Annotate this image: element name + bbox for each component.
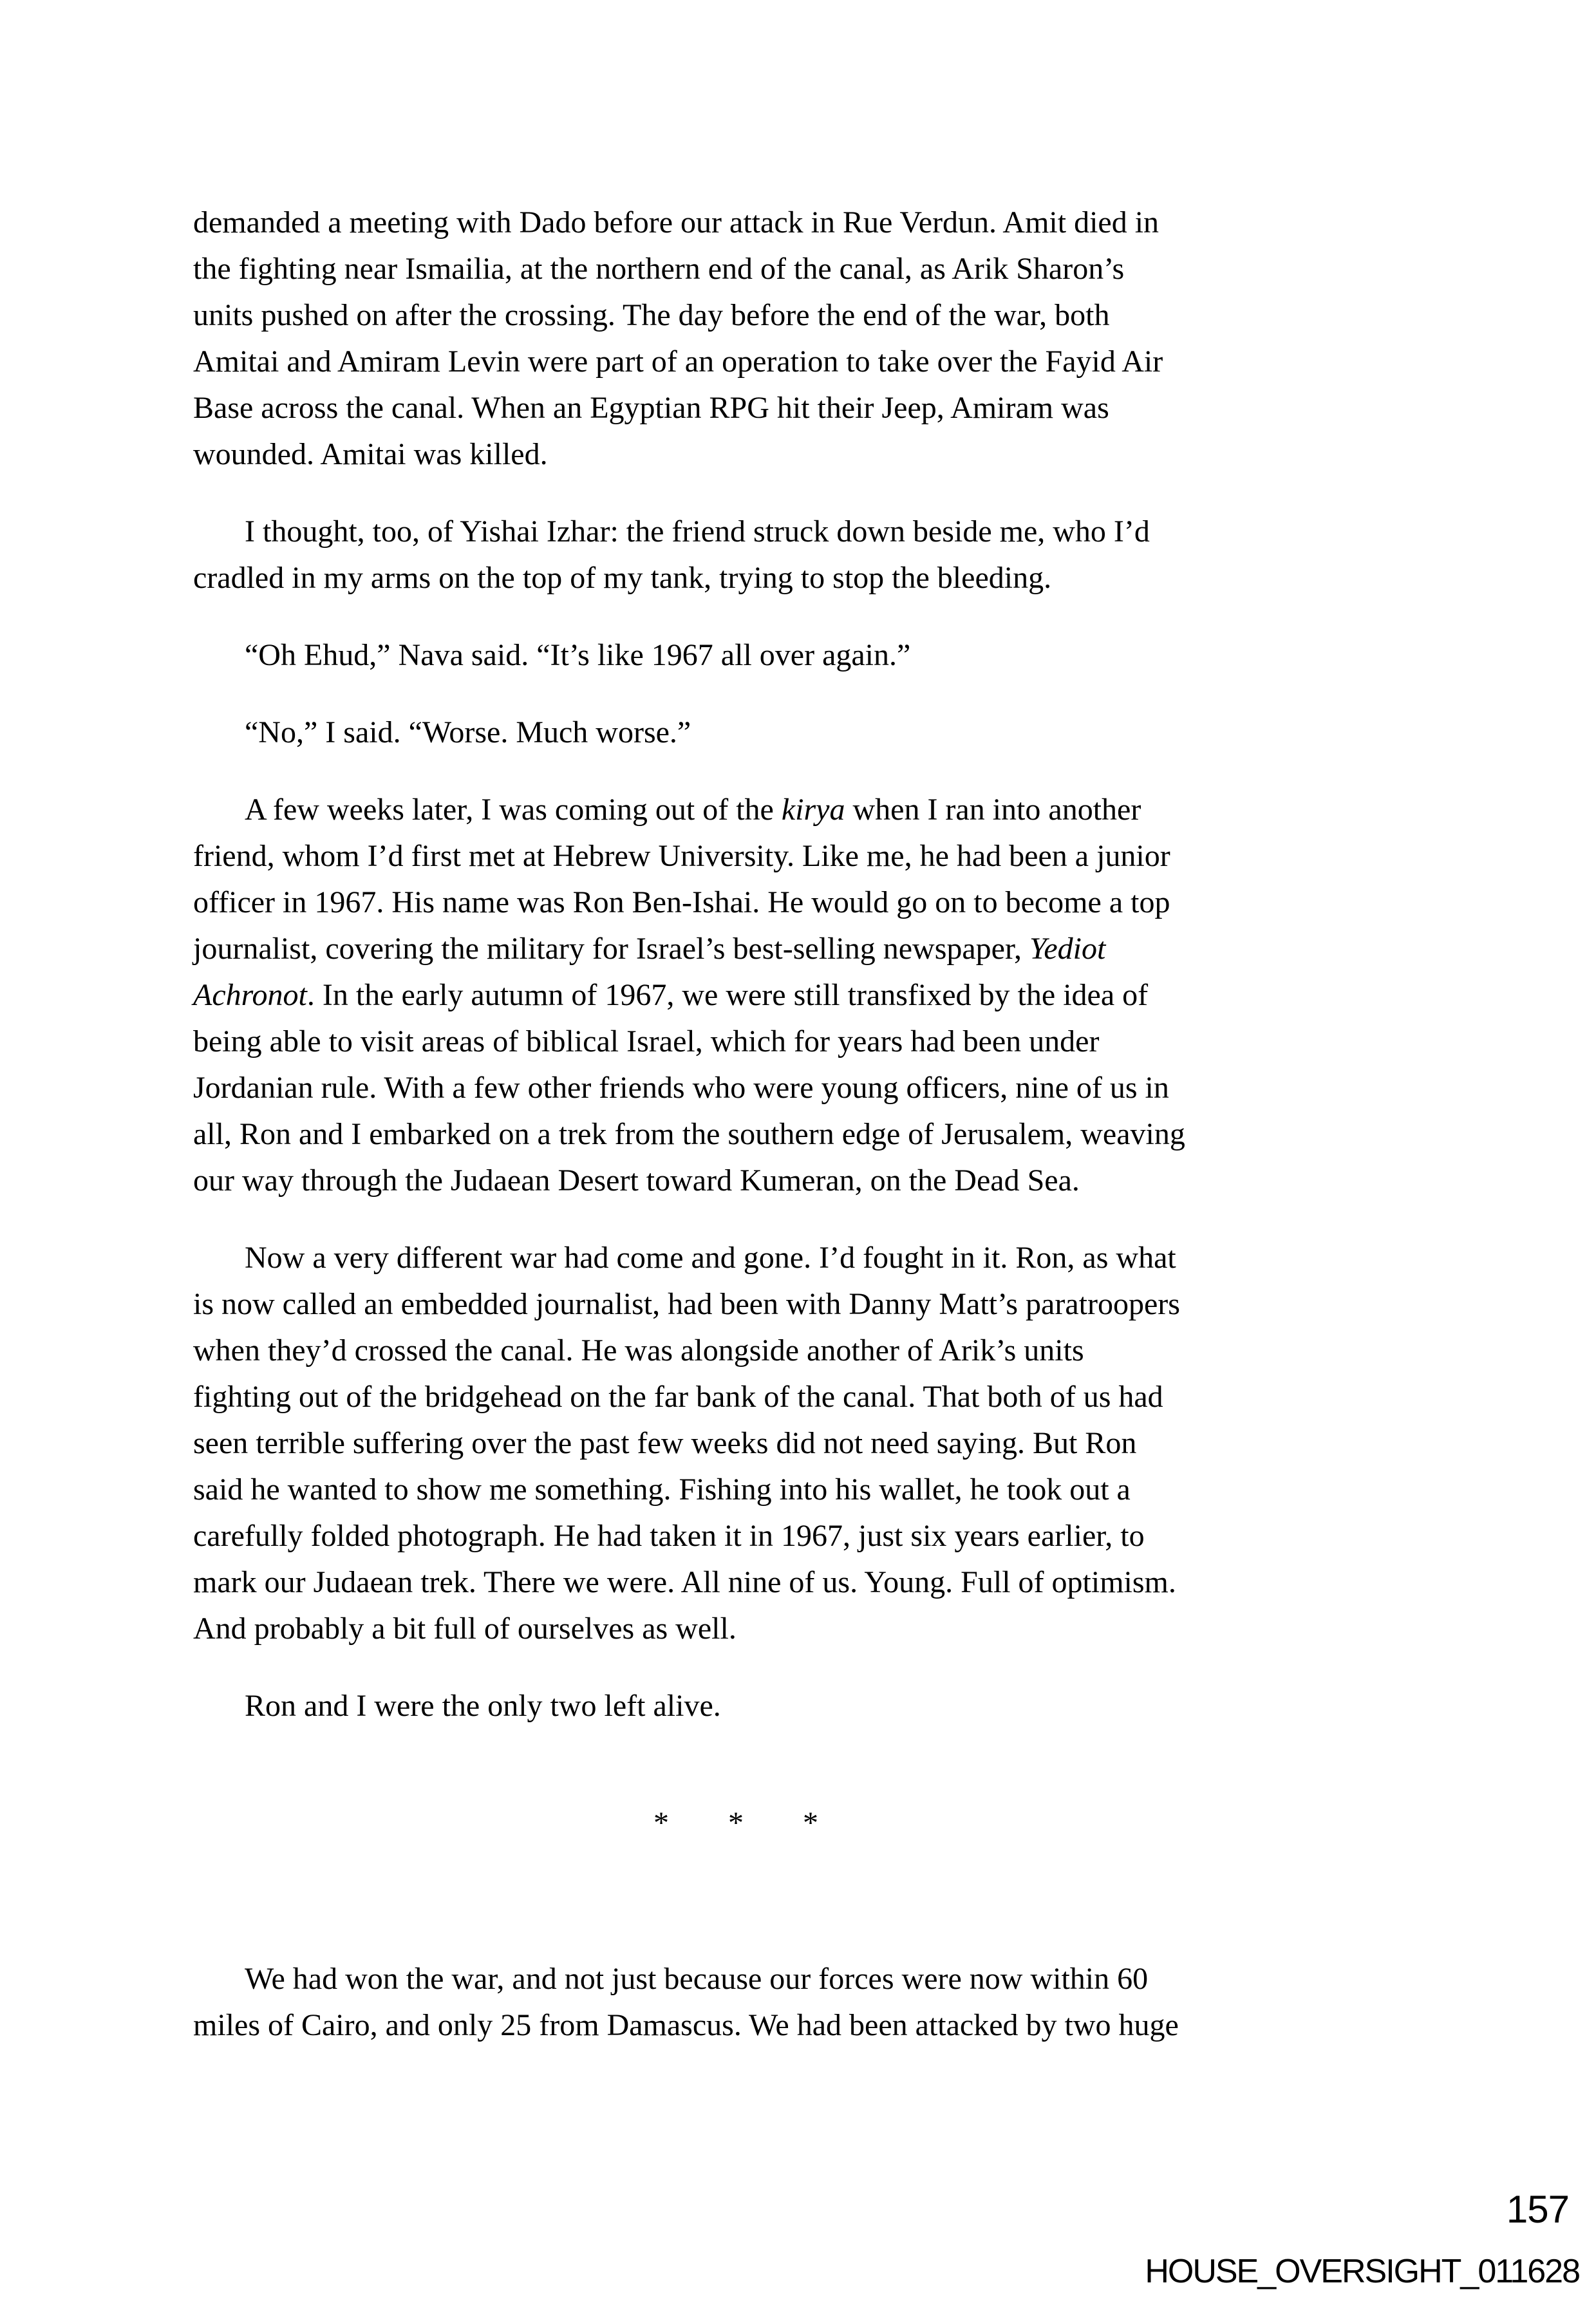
page-body — [193, 200, 1381, 2080]
text-line: seen terrible suffering over the past few weeks did not need saying. But Ron — [193, 1426, 1137, 1460]
section-separator — [193, 1800, 1381, 1847]
text-line: I thought, too, of Yishai Izhar: the friend struck down beside me, who I’d — [245, 514, 1150, 549]
text-line: fighting out of the bridgehead on the far bank of the canal. That both of us had — [193, 1380, 1163, 1414]
paragraph — [193, 1956, 1381, 2049]
text-line: when they’d crossed the canal. He was alongside another of Arik’s units — [193, 1333, 1084, 1368]
text-line: being able to visit areas of biblical Israel, which for years had been under — [193, 1024, 1100, 1058]
text-line: Ron and I were the only two left alive. — [245, 1689, 721, 1723]
page-number: 157 — [1506, 2188, 1569, 2231]
text-line: our way through the Judaean Desert toward Kumeran, on the Dead Sea. — [193, 1163, 1080, 1198]
paragraph — [193, 787, 1381, 1204]
text-line: And probably a bit full of ourselves as well. — [193, 1612, 737, 1646]
text-line: demanded a meeting with Dado before our attack in Rue Verdun. Amit died in — [193, 205, 1159, 240]
text-line: “Oh Ehud,” Nava said. “It’s like 1967 all over again.” — [245, 638, 911, 672]
text-line: units pushed on after the crossing. The day before the end of the war, both — [193, 298, 1110, 332]
text-line: mark our Judaean trek. There we were. All nine of us. Young. Full of optimism. — [193, 1565, 1176, 1599]
text-line: Jordanian rule. With a few other friends who were young officers, nine of us in — [193, 1071, 1169, 1105]
paragraph — [193, 1235, 1381, 1652]
text-line: carefully folded photograph. He had taken it in 1967, just six years earlier, to — [193, 1519, 1145, 1553]
text-line: said he wanted to show me something. Fishing into his wallet, he took out a — [193, 1472, 1131, 1507]
text-line: Amitai and Amiram Levin were part of an operation to take over the Fayid Air — [193, 344, 1163, 379]
text-line: Achronot. In the early autumn of 1967, we were still transfixed by the idea of — [193, 978, 1149, 1012]
text-line: A few weeks later, I was coming out of the kirya when I ran into another — [245, 793, 1141, 827]
text-line: all, Ron and I embarked on a trek from the southern edge of Jerusalem, weaving — [193, 1117, 1185, 1151]
text-line: friend, whom I’d first met at Hebrew University. Like me, he had been a junior — [193, 839, 1170, 873]
asterisk: * — [728, 1806, 744, 1840]
paragraph — [193, 710, 1381, 756]
text-line: journalist, covering the military for Israel’s best-selling newspaper, Yediot — [193, 932, 1106, 966]
text-line: wounded. Amitai was killed. — [193, 437, 548, 471]
paragraph — [193, 509, 1381, 601]
text-line: officer in 1967. His name was Ron Ben-Ishai. He would go on to become a top — [193, 885, 1170, 919]
text-line: Now a very different war had come and gone. I’d fought in it. Ron, as what — [245, 1241, 1176, 1275]
text-line: is now called an embedded journalist, had been with Danny Matt’s paratroopers — [193, 1287, 1180, 1321]
text-line: the fighting near Ismailia, at the northern end of the canal, as Arik Sharon’s — [193, 252, 1125, 286]
paragraph — [193, 1683, 1381, 1729]
bates-stamp: HOUSE_OVERSIGHT_011628 — [1145, 2253, 1579, 2290]
paragraph — [193, 200, 1381, 478]
paragraph — [193, 632, 1381, 679]
text-line: cradled in my arms on the top of my tank, trying to stop the bleeding. — [193, 561, 1052, 595]
text-line: Base across the canal. When an Egyptian RPG hit their Jeep, Amiram was — [193, 391, 1109, 425]
asterisk: * — [653, 1806, 669, 1840]
text-line: We had won the war, and not just because our forces were now within 60 — [245, 1962, 1149, 1996]
text-line: miles of Cairo, and only 25 from Damascus. We had been attacked by two huge — [193, 2008, 1179, 2042]
asterisk: * — [803, 1806, 818, 1840]
text-line: “No,” I said. “Worse. Much worse.” — [245, 715, 691, 749]
